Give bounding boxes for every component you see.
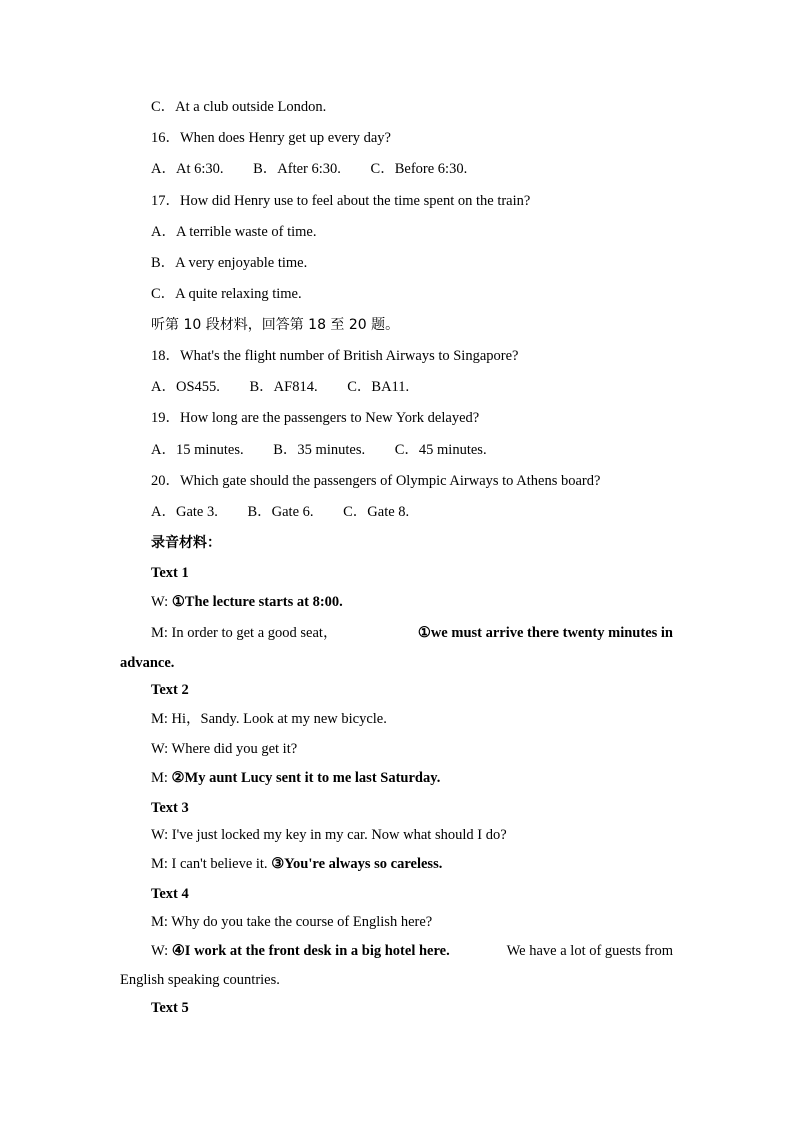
text3-m-prefix: M: I can't believe it. bbox=[151, 856, 272, 872]
q16-question: 16．When does Henry get up every day? bbox=[151, 130, 391, 146]
text2-m-line-2 bbox=[151, 769, 440, 787]
q19-options bbox=[151, 441, 487, 459]
text5-title: Text 5 bbox=[151, 1000, 189, 1016]
text1-m-continuation: advance. bbox=[120, 655, 175, 671]
q18-option-c: C．BA11. bbox=[347, 379, 410, 395]
q20-options bbox=[151, 503, 409, 521]
q18-option-b: B．AF814. bbox=[249, 379, 318, 395]
speaker-prefix: W: bbox=[151, 594, 172, 610]
section-10-instruction: 听第 10 段材料，回答第 18 至 20 题。 bbox=[151, 317, 400, 333]
text4-w-continuation: English speaking countries. bbox=[120, 972, 280, 988]
text3-w-line: W: I've just locked my key in my car. Now what should I do? bbox=[151, 827, 507, 843]
q17-option-a: A．A terrible waste of time. bbox=[151, 224, 317, 240]
q17-option-b: B．A very enjoyable time. bbox=[151, 255, 308, 271]
q16-options bbox=[151, 160, 467, 178]
q20-option-c: C．Gate 8. bbox=[343, 504, 410, 520]
transcript-heading: 录音材料： bbox=[151, 535, 221, 551]
text2-key-sentence: ②My aunt Lucy sent it to me last Saturday. bbox=[171, 770, 441, 786]
speaker-prefix: W: bbox=[151, 943, 172, 959]
text1-w-key-sentence: ①The lecture starts at 8:00. bbox=[171, 594, 343, 610]
q20-option-b: B．Gate 6. bbox=[247, 504, 314, 520]
speaker-prefix: M: bbox=[151, 770, 172, 786]
text3-m-line bbox=[151, 855, 442, 873]
text1-m-line bbox=[151, 624, 673, 642]
q19-option-b: B．35 minutes. bbox=[273, 442, 366, 458]
q15-option-c: C．At a club outside London. bbox=[151, 99, 327, 115]
text1-w-line bbox=[151, 593, 343, 611]
text4-key-sentence: ④I work at the front desk in a big hotel here. bbox=[171, 943, 450, 959]
q19-option-a: A．15 minutes. bbox=[151, 442, 244, 458]
text4-w-line bbox=[151, 942, 673, 960]
text1-m-prefix: M: In order to get a good seat， bbox=[151, 625, 338, 641]
q16-option-c: C．Before 6:30. bbox=[370, 161, 468, 177]
text3-title: Text 3 bbox=[151, 800, 189, 816]
q17-option-c: C．A quite relaxing time. bbox=[151, 286, 302, 302]
text1-m-key-sentence: ①we must arrive there twenty minutes in bbox=[417, 625, 673, 641]
q20-option-a: A．Gate 3. bbox=[151, 504, 218, 520]
text4-w-rest: We have a lot of guests from bbox=[506, 943, 673, 959]
text3-key-sentence: ③You're always so careless. bbox=[271, 856, 443, 872]
q18-option-a: A．OS455. bbox=[151, 379, 220, 395]
text2-m-line-1: M: Hi，Sandy. Look at my new bicycle. bbox=[151, 711, 387, 727]
q20-question: 20．Which gate should the passengers of Olympic Airways to Athens board? bbox=[151, 473, 601, 489]
q18-options bbox=[151, 378, 409, 396]
text4-title: Text 4 bbox=[151, 886, 189, 902]
q17-question: 17．How did Henry use to feel about the time spent on the train? bbox=[151, 193, 531, 209]
text2-w-line: W: Where did you get it? bbox=[151, 741, 298, 757]
q16-option-a: A．At 6:30. bbox=[151, 161, 224, 177]
q19-question: 19．How long are the passengers to New York delayed? bbox=[151, 410, 480, 426]
text4-m-line: M: Why do you take the course of English here? bbox=[151, 914, 433, 930]
q19-option-c: C．45 minutes. bbox=[394, 442, 487, 458]
text1-title: Text 1 bbox=[151, 565, 189, 581]
text2-title: Text 2 bbox=[151, 682, 189, 698]
q18-question: 18．What's the flight number of British Airways to Singapore? bbox=[151, 348, 519, 364]
q16-option-b: B．After 6:30. bbox=[253, 161, 341, 177]
